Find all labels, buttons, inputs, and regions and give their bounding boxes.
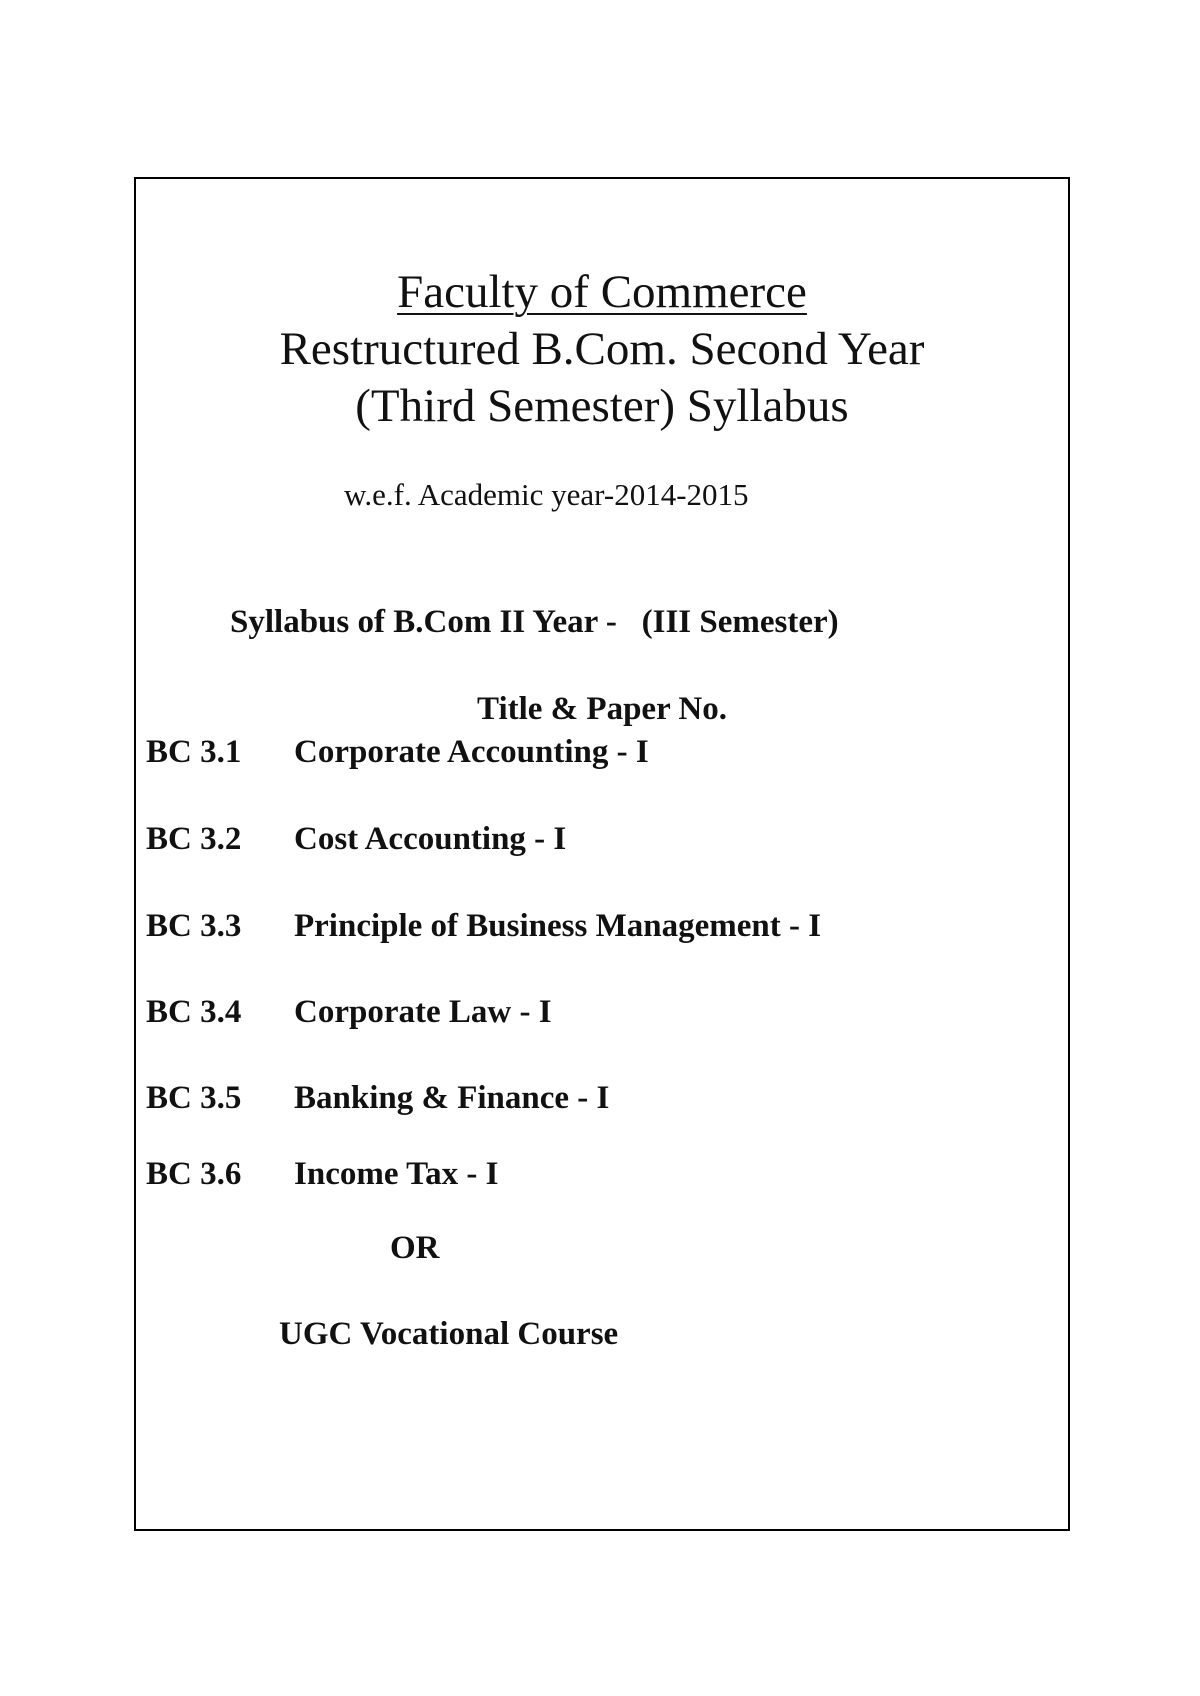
paper-code: BC 3.2 (146, 821, 242, 857)
paper-title: Corporate Accounting - I (294, 734, 649, 770)
papers-heading: Title & Paper No. (477, 691, 727, 727)
syllabus-heading: Syllabus of B.Com II Year - (III Semester) (230, 604, 839, 640)
paper-code: BC 3.1 (146, 734, 242, 770)
paper-title: Corporate Law - I (294, 994, 552, 1030)
academic-year: w.e.f. Academic year-2014-2015 (344, 477, 749, 512)
course-title: Restructured B.Com. Second Year (279, 323, 925, 375)
paper-code: BC 3.6 (146, 1156, 242, 1192)
paper-title: Principle of Business Management - I (294, 908, 822, 944)
paper-title: Banking & Finance - I (294, 1080, 610, 1116)
paper-row (146, 908, 821, 945)
paper-code: BC 3.4 (146, 994, 242, 1030)
paper-row (146, 994, 552, 1031)
paper-row (146, 734, 649, 771)
paper-code: BC 3.5 (146, 1080, 242, 1116)
or-label: OR (390, 1230, 440, 1266)
paper-row (146, 821, 566, 858)
paper-row (146, 1080, 609, 1117)
document-frame (134, 177, 1070, 1531)
alternative-course: UGC Vocational Course (279, 1316, 619, 1352)
faculty-title: Faculty of Commerce (397, 266, 807, 318)
semester-title: (Third Semester) Syllabus (355, 380, 849, 432)
paper-row (146, 1156, 498, 1193)
paper-title: Cost Accounting - I (294, 821, 567, 857)
paper-title: Income Tax - I (294, 1156, 499, 1192)
paper-code: BC 3.3 (146, 908, 242, 944)
